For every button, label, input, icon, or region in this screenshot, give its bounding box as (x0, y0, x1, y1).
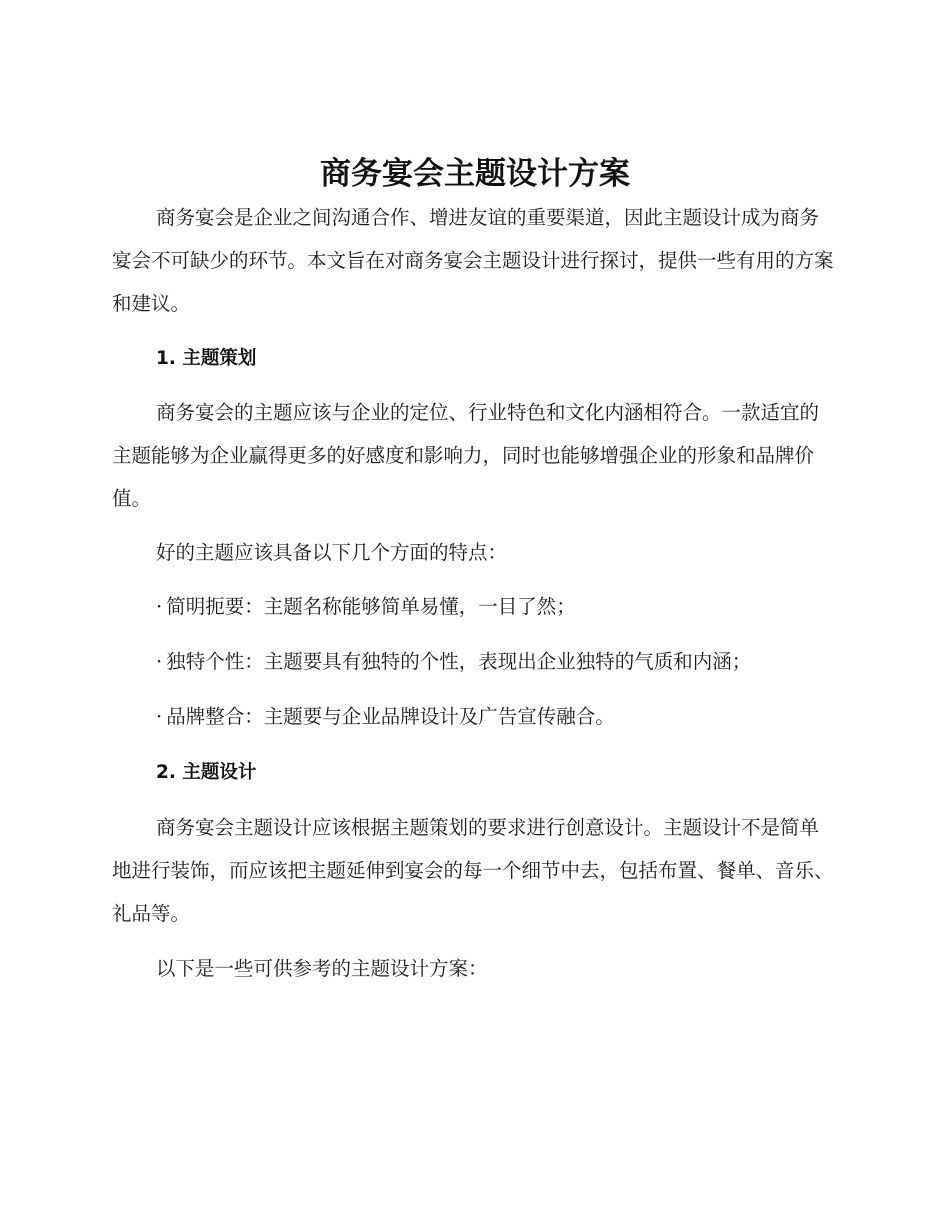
bullet-icon: · (156, 705, 163, 728)
list-item (156, 592, 576, 622)
bullet-icon: · (156, 650, 163, 673)
section-heading-design: 2. 主题设计 (156, 762, 257, 783)
document-title: 商务宴会主题设计方案 (320, 156, 630, 192)
closing-text: 以下是一些可供参考的主题设计方案： (156, 957, 488, 980)
intro-paragraph: 商务宴会是企业之间沟通合作、增进友谊的重要渠道，因此主题设计成为商务宴会不可缺少的环节。本文旨在对商务宴会主题设计进行探讨，提供一些有用的方案和建议。 (112, 206, 834, 315)
list-item (156, 647, 751, 677)
bullet-icon: · (156, 595, 163, 618)
list-intro-text: 好的主题应该具备以下几个方面的特点： (156, 541, 508, 564)
list-item (156, 702, 615, 732)
list-item-text: 独特个性：主题要具有独特的个性，表现出企业独特的气质和内涵； (166, 650, 752, 673)
planning-paragraph: 商务宴会的主题应该与企业的定位、行业特色和文化内涵相符合。一款适宜的主题能够为企业赢得更多的好感度和影响力，同时也能够增强企业的形象和品牌价值。 (112, 401, 820, 510)
design-paragraph: 商务宴会主题设计应该根据主题策划的要求进行创意设计。主题设计不是简单地进行装饰，而应该把主题延伸到宴会的每一个细节中去，包括布置、餐单、音乐、礼品等。 (112, 816, 834, 925)
list-item-text: 品牌整合：主题要与企业品牌设计及广告宣传融合。 (166, 705, 615, 728)
section-heading-planning: 1. 主题策划 (156, 348, 257, 369)
list-item-text: 简明扼要：主题名称能够简单易懂，一目了然； (166, 595, 576, 618)
